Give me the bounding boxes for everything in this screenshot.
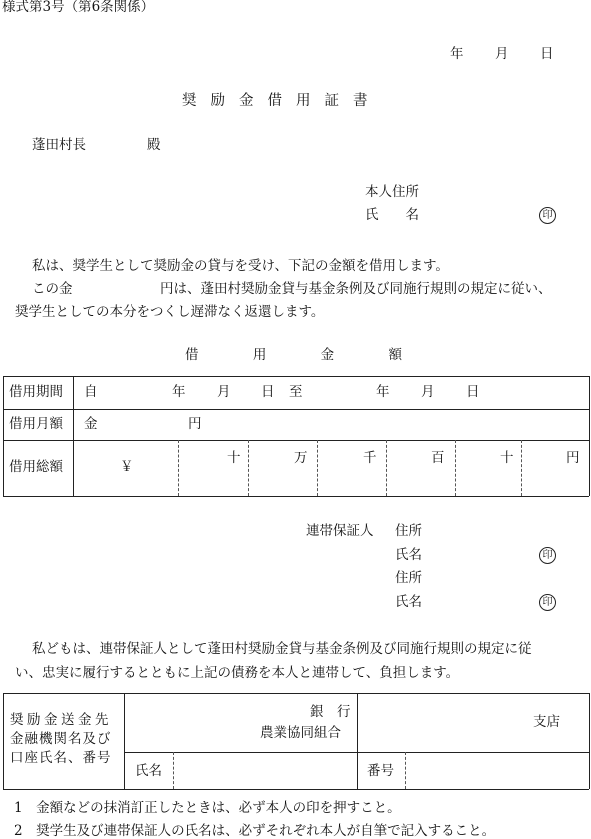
period-day: 日 [261, 384, 275, 400]
yen-sign: ￥ [120, 459, 134, 475]
document-title: 奨励金借用証書 [182, 93, 382, 109]
digit-unit: 百 [431, 450, 445, 466]
branch-suffix: 支店 [533, 714, 560, 730]
bank-label-text: 奨励金送金先 [10, 712, 112, 728]
period-from: 自 [84, 384, 98, 400]
period-label: 借用期間 [9, 384, 63, 400]
addressee-honorific: 殿 [147, 137, 161, 153]
digit-unit: 万 [294, 450, 308, 466]
monthly-label: 借用月額 [9, 416, 63, 432]
note-1: 1 金額などの抹消訂正したときは、必ず本人の印を押すこと。 [14, 800, 401, 816]
bank-label-line-1 [10, 714, 116, 728]
period-year-end: 年 [376, 384, 390, 400]
account-name-label: 氏名 [135, 763, 162, 779]
period-month-end: 月 [421, 384, 435, 400]
digit-unit: 十 [227, 450, 241, 466]
loan-heading-char: 額 [388, 347, 402, 363]
period-month: 月 [217, 384, 231, 400]
bank-suffix: 銀 行 [310, 704, 351, 720]
loan-heading-char: 金 [320, 347, 335, 363]
body-line-2-prefix: この金 [32, 281, 73, 297]
loan-amount-heading [185, 349, 402, 363]
addressee-name: 蓬田村長 [32, 137, 86, 153]
date-day-label: 日 [540, 46, 554, 62]
guarantor-name-label: 氏名 [395, 547, 422, 563]
body-line-1: 私は、奨学生として奨励金の貸与を受け、下記の金額を借用します。 [32, 258, 449, 274]
period-to: 至 [289, 384, 303, 400]
loan-heading-char: 借 [185, 347, 199, 363]
guarantor-address-label: 住所 [395, 523, 422, 539]
seal-mark-icon: 印 [539, 594, 556, 611]
monthly-yen: 円 [188, 416, 202, 432]
monthly-kin: 金 [84, 416, 98, 432]
guarantor-address-label-2: 住所 [395, 570, 422, 586]
coop-suffix: 農業協同組合 [260, 725, 341, 741]
total-label: 借用総額 [9, 459, 63, 475]
note-2: 2 奨学生及び連帯保証人の氏名は、必ずそれぞれ本人が自筆で記入すること。 [14, 823, 496, 839]
guarantor-text-line-1: 私どもは、連帯保証人として蓬田村奨励金貸与基金条例及び同施行規則の規定に従 [32, 641, 532, 657]
period-year: 年 [172, 384, 186, 400]
seal-mark-icon: 印 [539, 207, 556, 224]
guarantor-name-label-2: 氏名 [395, 594, 422, 610]
date-month-label: 月 [495, 46, 509, 62]
bank-label-line-2: 金融機関名及び [10, 731, 112, 747]
date-year-label: 年 [450, 46, 464, 62]
digit-unit: 十 [500, 450, 514, 466]
guarantor-text-line-2: い、忠実に履行するとともに上記の債務を本人と連帯して、負担します。 [15, 665, 460, 681]
digit-unit: 千 [363, 450, 377, 466]
borrower-address-label: 本人住所 [365, 184, 419, 200]
account-number-label: 番号 [367, 763, 394, 779]
body-line-2-suffix: 円は、蓬田村奨励金貸与基金条例及び同施行規則の規定に従い、 [160, 281, 552, 297]
digit-unit: 円 [566, 450, 580, 466]
body-line-3: 奨学生としての本分をつくし遅滞なく返還します。 [15, 304, 325, 320]
seal-mark-icon: 印 [539, 547, 556, 564]
form-number: 様式第3号（第6条関係） [2, 0, 155, 15]
borrower-name-label: 氏 名 [365, 207, 419, 223]
loan-heading-char: 用 [252, 347, 267, 363]
bank-label-line-3: 口座氏名、番号 [10, 750, 112, 766]
period-day-end: 日 [466, 384, 480, 400]
guarantor-label: 連帯保証人 [306, 523, 374, 539]
